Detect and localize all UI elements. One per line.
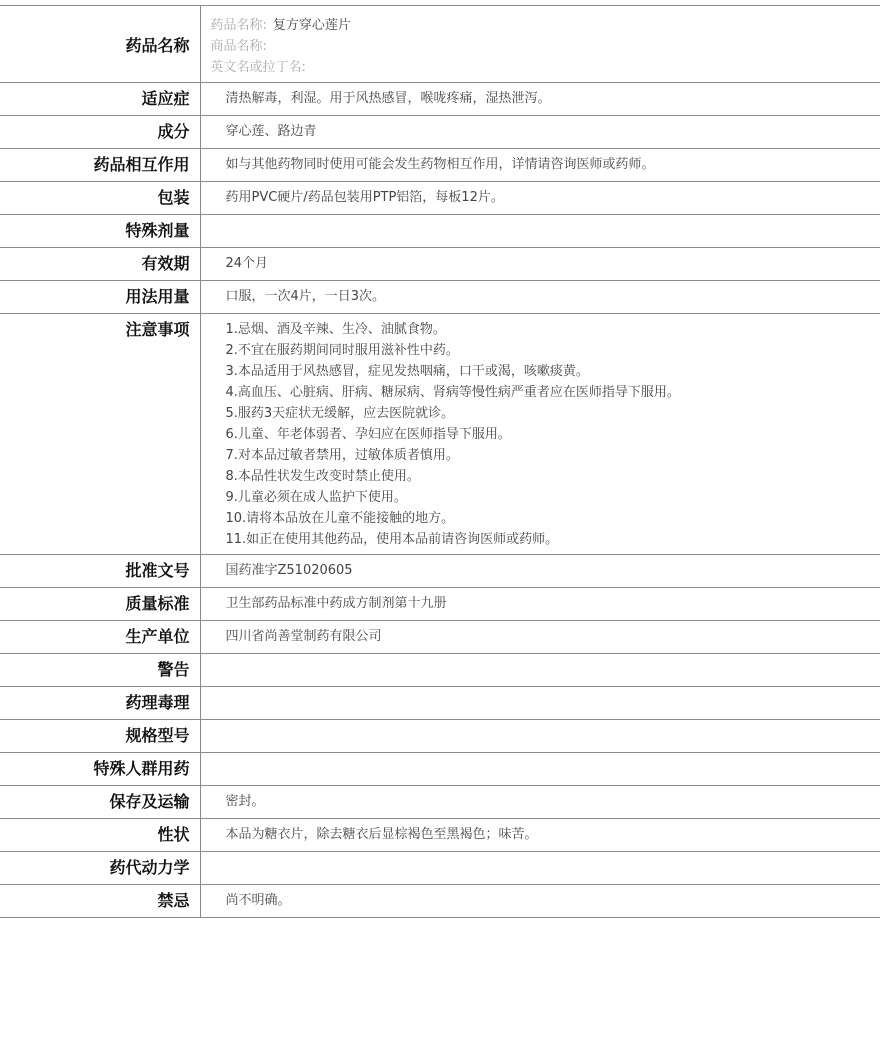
row-interactions (0, 149, 880, 182)
row-precautions (0, 314, 880, 555)
row-label: 规格型号 (0, 720, 200, 753)
name-value: 复方穿心莲片 (272, 18, 351, 33)
row-value: 尚不明确。 (200, 885, 880, 918)
row-special-dosage (0, 215, 880, 248)
row-label: 禁忌 (0, 885, 200, 918)
row-indications (0, 83, 880, 116)
row-value (200, 753, 880, 786)
precaution-item: 1.忌烟、酒及辛辣、生冷、油腻食物。 (225, 322, 446, 337)
row-label: 有效期 (0, 248, 200, 281)
precaution-item: 8.本品性状发生改变时禁止使用。 (225, 469, 420, 484)
name-line-generic (211, 15, 880, 36)
precaution-item: 3.本品适用于风热感冒，症见发热咽痛，口干或渴，咳嗽痰黄。 (225, 364, 589, 379)
row-contraindications (0, 885, 880, 918)
name-block (200, 6, 880, 83)
name-key: 药品名称: (210, 18, 267, 33)
row-value (200, 687, 880, 720)
row-label: 药代动力学 (0, 852, 200, 885)
row-ingredients (0, 116, 880, 149)
row-label: 包装 (0, 182, 200, 215)
row-value: 本品为糖衣片，除去糖衣后显棕褐色至黑褐色；味苦。 (200, 819, 880, 852)
row-value: 卫生部药品标准中药成方制剂第十九册 (200, 588, 880, 621)
row-warning (0, 654, 880, 687)
row-pharmacology (0, 687, 880, 720)
row-value: 药用PVC硬片/药品包装用PTP铝箔，每板12片。 (200, 182, 880, 215)
row-value: 穿心莲、路边青 (200, 116, 880, 149)
row-manufacturer (0, 621, 880, 654)
name-line-trade (211, 36, 880, 57)
row-approval-number (0, 555, 880, 588)
row-storage (0, 786, 880, 819)
row-quality-standard (0, 588, 880, 621)
row-label: 批准文号 (0, 555, 200, 588)
row-value (200, 654, 880, 687)
row-value (200, 720, 880, 753)
row-label: 保存及运输 (0, 786, 200, 819)
precaution-item: 6.儿童、年老体弱者、孕妇应在医师指导下服用。 (225, 427, 511, 442)
row-shelf-life (0, 248, 880, 281)
row-label: 适应症 (0, 83, 200, 116)
row-value: 24个月 (200, 248, 880, 281)
row-label: 用法用量 (0, 281, 200, 314)
row-value (200, 852, 880, 885)
row-label: 生产单位 (0, 621, 200, 654)
row-value: 如与其他药物同时使用可能会发生药物相互作用，详情请咨询医师或药师。 (200, 149, 880, 182)
drug-spec-table (0, 5, 880, 918)
row-label: 药品相互作用 (0, 149, 200, 182)
row-label: 特殊人群用药 (0, 753, 200, 786)
name-line-english (211, 57, 880, 78)
precaution-item: 5.服药3天症状无缓解，应去医院就诊。 (225, 406, 455, 421)
precaution-item: 2.不宜在服药期间同时服用滋补性中药。 (225, 343, 459, 358)
row-value: 清热解毒，利湿。用于风热感冒，喉咙疼痛，湿热泄泻。 (200, 83, 880, 116)
row-label: 警告 (0, 654, 200, 687)
row-packaging (0, 182, 880, 215)
row-value: 口服，一次4片，一日3次。 (200, 281, 880, 314)
row-value: 密封。 (200, 786, 880, 819)
row-label: 特殊剂量 (0, 215, 200, 248)
name-key: 英文名或拉丁名: (210, 60, 306, 75)
precaution-item: 4.高血压、心脏病、肝病、糖尿病、肾病等慢性病严重者应在医师指导下服用。 (225, 385, 680, 400)
row-label: 性状 (0, 819, 200, 852)
row-value: 四川省尚善堂制药有限公司 (200, 621, 880, 654)
row-pharmacokinetics (0, 852, 880, 885)
row-description (0, 819, 880, 852)
row-usage-dosage (0, 281, 880, 314)
row-label: 质量标准 (0, 588, 200, 621)
row-value (200, 215, 880, 248)
row-value: 国药准字Z51020605 (200, 555, 880, 588)
name-key: 商品名称: (210, 39, 267, 54)
precaution-item: 7.对本品过敏者禁用，过敏体质者慎用。 (225, 448, 459, 463)
precaution-item: 9.儿童必须在成人监护下使用。 (225, 490, 407, 505)
row-drug-name (0, 6, 880, 83)
precautions-list (200, 314, 880, 555)
precaution-item: 11.如正在使用其他药品，使用本品前请咨询医师或药师。 (225, 532, 559, 547)
row-specification (0, 720, 880, 753)
precaution-item: 10.请将本品放在儿童不能接触的地方。 (225, 511, 455, 526)
row-label: 药品名称 (0, 6, 200, 83)
row-label: 药理毒理 (0, 687, 200, 720)
row-special-populations (0, 753, 880, 786)
row-label: 注意事项 (0, 314, 200, 555)
row-label: 成分 (0, 116, 200, 149)
